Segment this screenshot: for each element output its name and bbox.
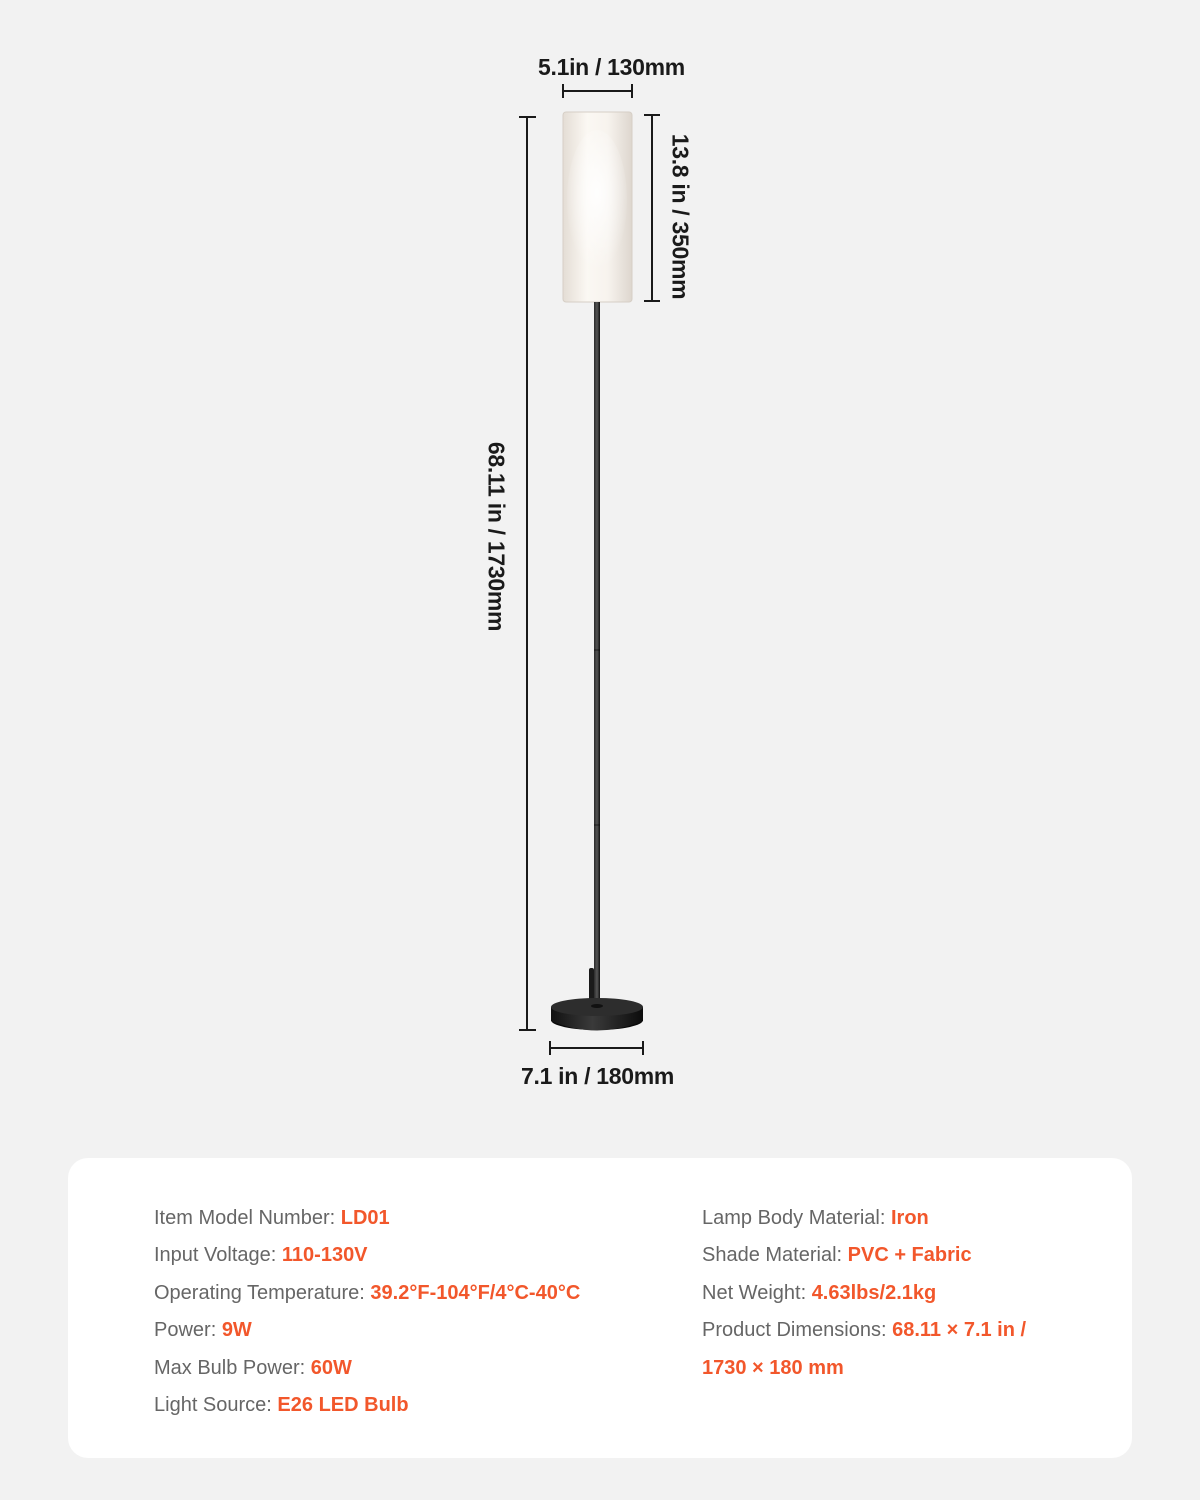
total-height-dimension-line [519,117,536,1030]
spec-column-left [154,1202,580,1426]
spec-card [68,1158,1132,1458]
spec-label: Input Voltage: [154,1244,282,1267]
spec-row-dimensions [702,1314,1026,1351]
spec-row-dimensions-metric [702,1352,1026,1389]
spec-row-max-bulb [154,1352,580,1389]
spec-value: LD01 [340,1207,390,1229]
base-width-label: 7.1 in / 180mm [521,1063,675,1089]
spec-row-voltage [154,1239,580,1276]
spec-row-power [154,1314,580,1351]
spec-row-body-material [702,1202,1026,1239]
spec-label: Shade Material: [702,1244,848,1267]
spec-value: 60W [310,1356,352,1379]
total-height-label: 68.11 in / 1730mm [483,441,510,632]
spec-row-model [154,1202,580,1239]
shade-width-dimension-line [563,84,632,98]
spec-value: 68.11 × 7.1 in / [892,1319,1027,1342]
spec-value: 110-130V [281,1244,368,1267]
spec-row-temperature [154,1277,580,1314]
spec-label: Power: [154,1319,222,1342]
spec-value: Iron [890,1207,929,1229]
spec-label: Lamp Body Material: [702,1207,891,1229]
spec-label: Max Bulb Power: [154,1356,311,1379]
spec-column-right [702,1202,1026,1389]
spec-value: 4.63lbs/2.1kg [811,1281,937,1304]
shade-width-label: 5.1in / 130mm [538,54,685,80]
spec-label: Operating Temperature: [154,1281,371,1304]
spec-label: Light Source: [154,1393,278,1416]
spec-value: 9W [221,1319,252,1342]
spec-value: PVC + Fabric [847,1244,972,1267]
spec-value: E26 LED Bulb [277,1393,409,1416]
spec-label: Item Model Number: [154,1207,341,1229]
lamp-base [551,998,643,1031]
spec-row-net-weight [702,1277,1026,1314]
shade-height-dimension-line [644,115,660,301]
spec-row-light-source [154,1389,580,1426]
base-width-dimension-line [550,1041,643,1055]
spec-row-shade-material [702,1239,1026,1276]
shade-height-label: 13.8 in / 350mm [667,133,694,300]
lamp-pole [589,302,600,1012]
spec-value: 1730 × 180 mm [702,1356,844,1379]
spec-value: 39.2°F-104°F/4°C-40°C [370,1281,581,1304]
spec-label: Net Weight: [702,1281,812,1304]
lamp-shade [563,112,632,302]
spec-label: Product Dimensions: [702,1319,893,1342]
